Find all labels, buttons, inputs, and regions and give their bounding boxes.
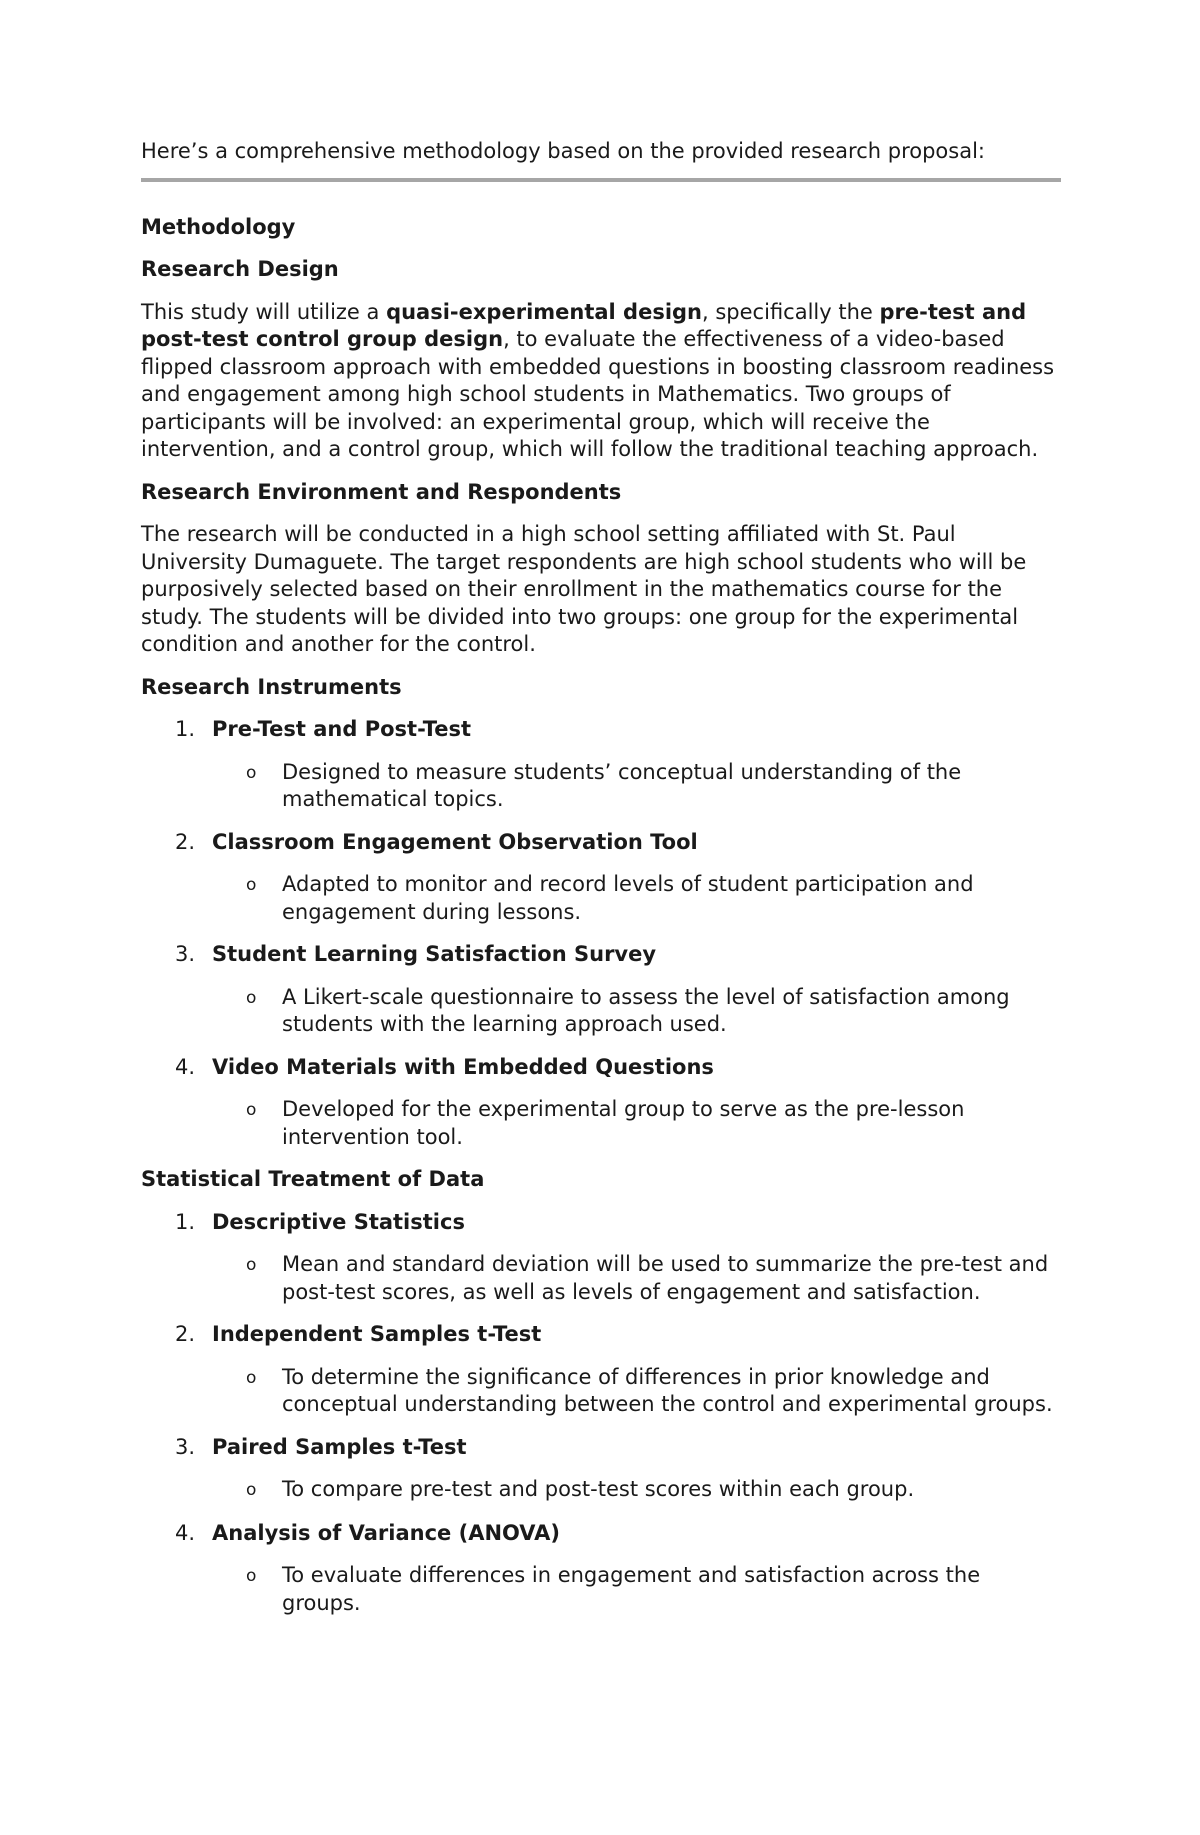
list-item-title: Descriptive Statistics	[212, 1209, 465, 1234]
design-bold-2: pre-test and post-test control group design	[141, 299, 1027, 351]
list-item	[141, 1321, 1061, 1419]
bullet-icon: o	[246, 1367, 257, 1388]
list-item-number: 4.	[175, 1054, 196, 1079]
bullet-icon: o	[246, 1100, 257, 1120]
statistics-list	[141, 1209, 1061, 1618]
list-item-description: Designed to measure students’ conceptual understanding of the mathematical topics.	[282, 759, 962, 811]
list-item-title: Pre-Test and Post-Test	[212, 717, 472, 741]
list-item	[141, 1520, 1061, 1618]
design-bold-1: quasi-experimental design	[386, 299, 703, 324]
research-environment-heading: Research Environment and Respondents	[141, 479, 622, 504]
list-item-description: To compare pre-test and post-test scores within each group.	[282, 1477, 915, 1501]
list-item-number: 4.	[175, 1520, 196, 1545]
bullet-icon: o	[246, 1255, 257, 1275]
list-item-number: 3.	[175, 942, 196, 966]
list-item	[141, 941, 1061, 1039]
instruments-list	[141, 716, 1061, 1151]
list-item-description: A Likert-scale questionnaire to assess the level of satisfaction among students with the learning approach used.	[282, 984, 1010, 1036]
list-item-number: 1.	[175, 1209, 196, 1234]
list-item	[141, 1209, 1061, 1307]
list-item	[141, 716, 1061, 814]
research-instruments-heading: Research Instruments	[141, 674, 402, 699]
list-item-description: Developed for the experimental group to serve as the pre-lesson intervention tool.	[282, 1097, 965, 1149]
list-item-title: Classroom Engagement Observation Tool	[212, 829, 698, 854]
list-item-number: 2.	[175, 1322, 196, 1346]
list-item-number: 3.	[175, 1434, 196, 1459]
list-item-description: To determine the significance of differences in prior knowledge and conceptual understanding between the control and experimental groups.	[282, 1364, 1053, 1416]
intro-text: Here’s a comprehensive methodology based on the provided research proposal:	[141, 139, 985, 163]
list-item-number: 2.	[175, 829, 196, 854]
list-item-title: Analysis of Variance (ANOVA)	[212, 1520, 560, 1545]
list-item-title: Student Learning Satisfaction Survey	[212, 942, 657, 966]
list-item-title: Video Materials with Embedded Questions	[212, 1054, 714, 1079]
list-item-title: Independent Samples t-Test	[212, 1322, 542, 1346]
bullet-icon: o	[246, 1480, 257, 1500]
research-environment-paragraph: The research will be conducted in a high school setting affiliated with St. Paul University Dumaguete. The target respondents are high school students who will be purposively selected based on their enrollment in the mathematics course for the study. The students will be divided into two groups: one group for the experimental condition and another for the control.	[141, 522, 1027, 656]
list-item-description: Adapted to monitor and record levels of student participation and engagement during lessons.	[282, 872, 974, 924]
bullet-icon: o	[246, 762, 257, 783]
list-item-description: To evaluate differences in engagement and satisfaction across the groups.	[282, 1563, 981, 1615]
list-item-description: Mean and standard deviation will be used to summarize the pre-test and post-test scores, as well as levels of engagement and satisfaction.	[282, 1252, 1049, 1304]
research-design-paragraph	[141, 299, 1061, 464]
list-item	[141, 1434, 1061, 1505]
list-item-number: 1.	[175, 717, 196, 741]
list-item-title: Paired Samples t-Test	[212, 1434, 467, 1459]
bullet-icon: o	[246, 1566, 257, 1586]
research-design-heading: Research Design	[141, 257, 339, 281]
bullet-icon: o	[246, 987, 257, 1008]
document-page	[141, 138, 1061, 1617]
page-title: Methodology	[141, 214, 296, 239]
bullet-icon: o	[246, 875, 257, 895]
list-item	[141, 1054, 1061, 1152]
design-text-1: This study will utilize a	[141, 299, 387, 324]
design-text-2: , specifically the	[702, 299, 880, 324]
design-text-3: , to evaluate the effectiveness of a video-based flipped classroom approach with embedded questions in boosting classroom readiness and engagement among high school students in Mathematics. Two groups of participants will be involved: an experimental group, which will receive the intervention, and a control group, which will follow the traditional teaching approach.	[141, 327, 1055, 461]
statistical-treatment-heading: Statistical Treatment of Data	[141, 1167, 485, 1191]
horizontal-rule	[141, 178, 1061, 182]
list-item	[141, 829, 1061, 927]
